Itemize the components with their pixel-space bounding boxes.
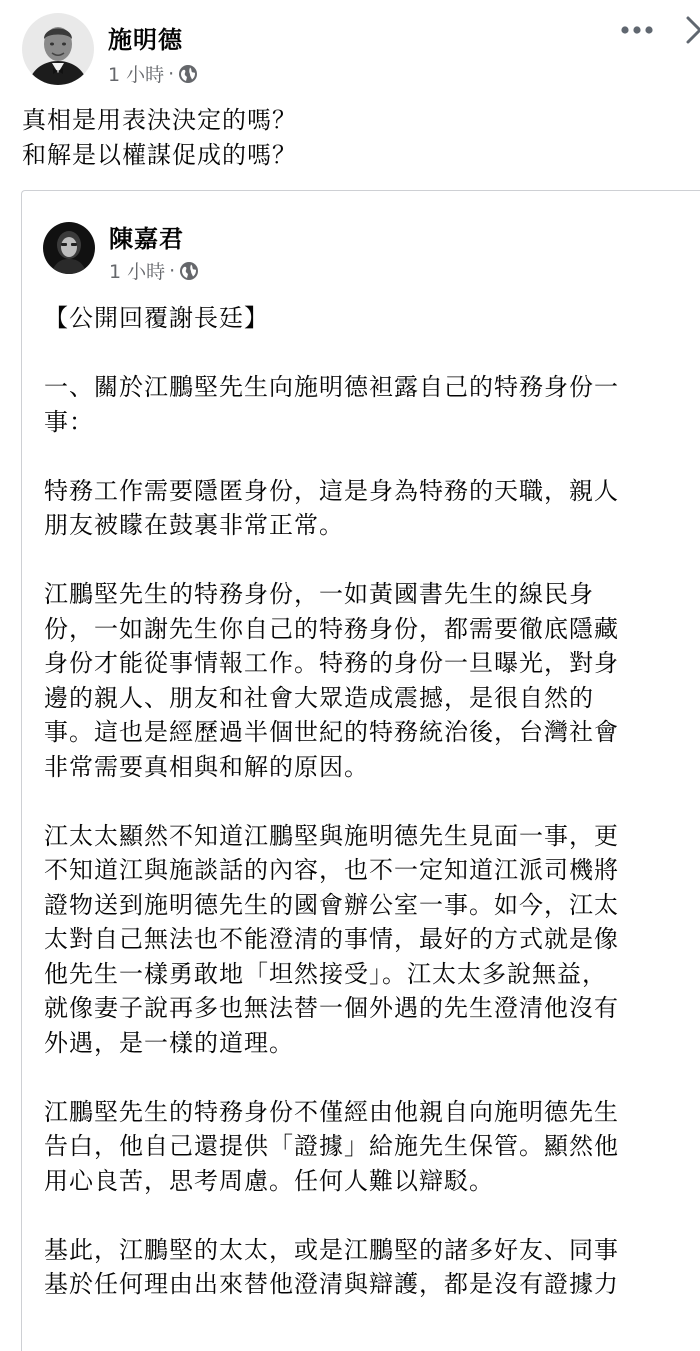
- paragraph-line: 江鵬堅先生的特務身份不僅經由他親自向施明德先生: [44, 1097, 619, 1126]
- chevron-right-icon[interactable]: [684, 14, 700, 46]
- post-text-line: 和解是以權謀促成的嗎？: [22, 141, 297, 169]
- paragraph-line: 基於任何理由出來替他澄清與辯護，都是沒有證據力: [44, 1270, 619, 1298]
- paragraph: [44, 577, 684, 784]
- paragraph-line: 太對自己無法也不能澄清的事情，最好的方式就是像: [44, 925, 619, 953]
- paragraph-line: 基此，江鵬堅的太太，或是江鵬堅的諸多好友、同事: [44, 1235, 619, 1264]
- shared-author-avatar[interactable]: [43, 222, 95, 274]
- paragraph-line: 江太太顯然不知道江鵬堅與施明德先生見面一事，更: [44, 821, 619, 850]
- paragraph-line: 用心良苦，思考周慮。任何人難以辯駁。: [44, 1166, 494, 1195]
- paragraph: [44, 301, 684, 336]
- paragraph-line: 外遇，是一樣的道理。: [44, 1028, 294, 1057]
- author-name[interactable]: 施明德: [108, 26, 183, 54]
- post-header: [0, 0, 700, 95]
- author-avatar[interactable]: [22, 13, 94, 85]
- globe-icon[interactable]: [179, 261, 199, 281]
- shared-post-body: [44, 301, 684, 1336]
- paragraph-line: 江鵬堅先生的特務身份，一如黃國書先生的線民身: [44, 580, 594, 608]
- more-horizontal-icon[interactable]: [620, 18, 654, 42]
- paragraph: [44, 474, 684, 543]
- paragraph-line: 份，一如謝先生你自己的特務身份，都需要徹底隱藏: [44, 614, 619, 643]
- paragraph-line: 【公開回覆謝長廷】: [44, 304, 269, 332]
- shared-post-time[interactable]: 1 小時: [109, 261, 166, 283]
- paragraph-line: 特務工作需要隱匿身份，這是身為特務的天職，親人: [44, 476, 619, 505]
- meta-separator: ·: [169, 259, 176, 282]
- globe-icon[interactable]: [178, 64, 198, 84]
- paragraph-line: 就像妻子說再多也無法替一個外遇的先生澄清他沒有: [44, 994, 619, 1022]
- paragraph-line: 事：: [44, 407, 94, 436]
- paragraph: [44, 1233, 684, 1302]
- post-text: [22, 103, 682, 173]
- post-time[interactable]: 1 小時: [108, 64, 165, 86]
- post-meta: [108, 60, 198, 87]
- shared-post-card[interactable]: [21, 190, 700, 1351]
- paragraph-line: 告白，他自己還提供「證據」給施先生保管。顯然他: [44, 1132, 619, 1160]
- paragraph-line: 他先生一樣勇敢地「坦然接受」。江太太多說無益，: [44, 959, 607, 988]
- paragraph-line: 身份才能從事情報工作。特務的身份一旦曝光，對身: [44, 649, 619, 677]
- paragraph-line: 一、關於江鵬堅先生向施明德袒露自己的特務身份一: [44, 373, 619, 401]
- paragraph-line: 不知道江與施談話的內容，也不一定知道江派司機將: [44, 856, 619, 884]
- paragraph-line: 邊的親人、朋友和社會大眾造成震撼，是很自然的: [44, 683, 594, 712]
- paragraph-line: 事。這也是經歷過半個世紀的特務統治後，台灣社會: [44, 718, 619, 746]
- shared-author-name[interactable]: 陳嘉君: [109, 225, 184, 253]
- paragraph: [44, 819, 684, 1061]
- meta-separator: ·: [168, 62, 175, 85]
- shared-post-meta: [109, 257, 199, 284]
- paragraph-line: 朋友被矇在鼓裏非常正常。: [44, 511, 344, 539]
- post-text-line: 真相是用表決決定的嗎？: [22, 106, 297, 134]
- paragraph: [44, 1095, 684, 1199]
- paragraph: [44, 370, 684, 439]
- paragraph-line: 非常需要真相與和解的原因。: [44, 752, 369, 781]
- paragraph-line: 證物送到施明德先生的國會辦公室一事。如今，江太: [44, 890, 619, 919]
